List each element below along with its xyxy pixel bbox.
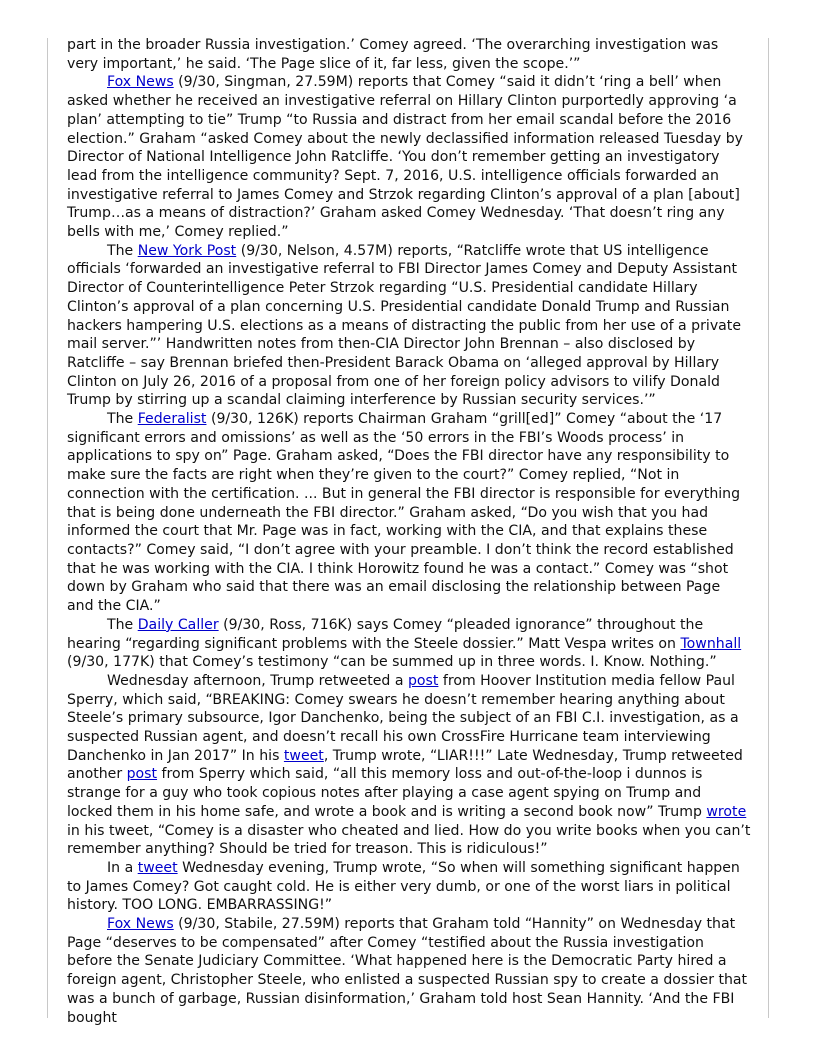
paragraph-text: Wednesday afternoon, Trump retweeted a [107,672,408,689]
paragraph-text: The [107,616,138,633]
paragraph-text: in his tweet, “Comey is a disaster who cheated and lied. How do you write books when you can’t remember anything? Should be tried for treason. This is ridiculous!” [67,822,751,858]
paragraph-p4 [67,616,751,672]
paragraph-text: Wednesday evening, Trump wrote, “So when will something significant happen to James Comey? Got caught cold. He is either very dumb, or one of the worst liars in political history. TOO LONG. EMBARRASSING!” [67,859,740,914]
tweet-link-2[interactable]: tweet [137,859,178,876]
federalist-link[interactable]: Federalist [137,411,207,428]
paragraph-text: The [107,411,138,428]
paragraph-text: (9/30, 177K) that Comey’s testimony “can be summed up in three words. I. Know. Nothing.” [67,654,717,671]
paragraph-text: In a [107,859,138,876]
paragraph-text: The [107,242,138,259]
paragraph-text: , Trump wrote, “LIAR!!!” Late Wednesday, Trump retweeted another [67,747,743,783]
left-margin-rule [47,38,48,1018]
wrote-link[interactable]: wrote [706,803,747,820]
paragraph-text: (9/30, Ross, 716K) says Comey “pleaded ignorance” throughout the hearing “regarding significant problems with the Steele dossier.” Matt Vespa writes on [67,616,704,652]
article-body [67,36,751,1027]
paragraph-p0 [67,36,751,73]
post-link-1[interactable]: post [407,672,439,689]
paragraph-p6 [67,859,751,915]
daily-caller-link[interactable]: Daily Caller [137,616,219,633]
right-margin-rule [768,38,769,1018]
post-link-2[interactable]: post [126,766,158,783]
paragraph-text: (9/30, Nelson, 4.57M) reports, “Ratcliffe wrote that US intelligence officials ‘forwarded an investigative referral to FBI Director James Comey and Deputy Assistant Director of Counterintelligence Peter Strzok regarding “U.S. Presidential candidate Hillary Clinton’s approval of a plan concerning U.S. Presidential candidate Donald Trump and Russian hackers hampering U.S. elections as a means of distracting the public from her use of a private mail server.”’ Handwritten notes from then-CIA Director John Brennan – also disclosed by Ratcliffe – say Brennan briefed then-President Barack Obama on ‘alleged approval by Hillary Clinton on July 26, 2016 of a proposal from one of her foreign policy advisors to vilify Donald Trump by stirring up a scandal claiming interference by Russian security services.’” [67,242,742,409]
paragraph-text: part in the broader Russia investigation.’ Comey agreed. ‘The overarching investigation was very important,’ he said. ‘The Page slice of it, far less, given the scope.’” [67,37,719,72]
paragraph-p3 [67,410,751,616]
fox-news-link[interactable]: Fox News [107,74,174,91]
fox-news-link-2[interactable]: Fox News [107,916,174,933]
paragraph-p2 [67,242,751,410]
townhall-link[interactable]: Townhall [680,635,742,652]
new-york-post-link[interactable]: New York Post [137,242,237,259]
paragraph-text: from Hoover Institution media fellow Paul Sperry, which said, “BREAKING: Comey swears he doesn’t remember hearing anything about Steele’s primary subsource, Igor Danchenko, being the subject of an FBI C.I. investigation, as a suspected Russian agent, and doesn’t recall his own CrossFire Hurricane team interviewing Danchenko in Jan 2017” In his [67,672,739,764]
paragraph-p5 [67,672,751,859]
paragraph-text: from Sperry which said, “all this memory loss and out-of-the-loop i dunnos is strange for a guy who took copious notes after playing a case agent spying on Trump and locked them in his home safe, and wrote a book and is writing a second book now” Trump [67,766,707,820]
tweet-link-1[interactable]: tweet [283,747,324,764]
paragraph-text: (9/30, Singman, 27.59M) reports that Comey “said it didn’t ‘ring a bell’ when asked whether he received an investigative referral on Hillary Clinton purportedly approving ‘a plan’ attempting to tie” Trump “to Russia and distract from her email scandal before the 2016 election.” Graham “asked Comey about the newly declassified information released Tuesday by Director of National Intelligence John Ratcliffe. ‘You don’t remember getting an investigatory lead from the intelligence community? Sept. 7, 2016, U.S. intelligence officials forwarded an investigative referral to James Comey and Strzok regarding Clinton’s approval of a plan [about] Trump…as a means of distraction?’ Graham asked Comey Wednesday. ‘That doesn’t ring any bells with me,’ Comey replied.” [67,74,743,241]
paragraph-p7 [67,915,751,1027]
paragraph-text: (9/30, 126K) reports Chairman Graham “grill[ed]” Comey “about the ‘17 significant errors and omissions’ as well as the ‘50 errors in the FBI’s Woods process’ in applications to spy on” Page. Graham asked, “Does the FBI director have any responsibility to make sure the facts are right when they’re given to the court?” Comey replied, “Not in connection with the certification. ... But in general the FBI director is responsible for everything that is being done underneath the FBI director.” Graham asked, “Do you wish that you had informed the court that Mr. Page was in fact, working with the CIA, and that explains these contacts?” Comey said, “I don’t agree with your preamble. I don’t think the record established that he was working with the CIA. I think Horowitz found he was a contact.” Comey was “shot down by Graham who said that there was an email disclosing the relationship between Page and the CIA.” [67,411,741,615]
paragraph-text: (9/30, Stabile, 27.59M) reports that Graham told “Hannity” on Wednesday that Page “deserves to be compensated” after Comey “testified about the Russia investigation before the Senate Judiciary Committee. ‘What happened here is the Democratic Party hired a foreign agent, Christopher Steele, who enlisted a suspected Russian spy to create a dossier that was a bunch of garbage, Russian disinformation,’ Graham told host Sean Hannity. ‘And the FBI bought [67,916,748,1026]
paragraph-p1 [67,73,751,241]
